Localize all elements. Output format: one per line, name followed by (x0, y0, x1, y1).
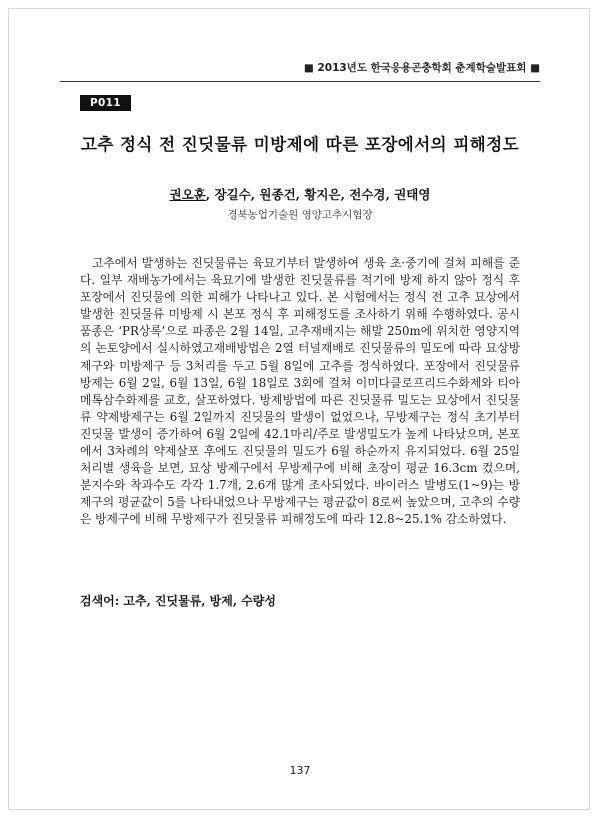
author-list (40, 185, 560, 203)
conference-header: ■ 2013년도 한국응용곤충학회 춘계학술발표회 ■ (60, 60, 540, 82)
presenting-author: 권오훈 (169, 187, 206, 202)
abstract-body: 고추에서 발생하는 진딧물류는 육묘기부터 발생하여 생육 초·중기에 걸쳐 피해를 준다. 일부 재배농가에서는 육묘기에 발생한 진딧물류를 적기에 방제 하지 않아 정식 후 포장에서 진딧물에 의한 피해가 나타나고 있다. 본 시험에서는 정식 전 고추 묘상에서 발생한 진딧물류 미방제 시 본포 정식 후 피해정도를 조사하기 위해 수행하였다. 공시품종은 ‘PR상록’으로 파종은 2월 14일, 고추재배지는 해발 250m에 위치한 영양지역의 논토양에서 실시하였고재배방법은 2열 터널재배로 진딧물류의 밀도에 따라 묘상방제구와 미방제구 등 3처리를 두고 5월 8일에 고추를 정식하였다. 포장에서 진딧물류 방제는 6월 2일, 6월 13일, 6월 18일로 3회에 걸쳐 이미다클로프리드수화제와 티아메톡삼수화제를 교호, 살포하였다. 방제방법에 따른 진딧물류 밀도는 묘상에서 진딧물류 약제방제구는 6월 2일까지 진딧물의 발생이 없었으나, 무방제구는 정식 초기부터 진딧물 발생이 증가하여 6월 2일에 42.1마리/주로 발생밀도가 높게 나타났으며, 본포에서 3차례의 약제살포 후에도 진딧물의 밀도가 6월 하순까지 유지되었다. 6월 25일 처리별 생육을 보면, 묘상 방제구에서 무방제구에 비해 초장이 평균 16.3cm 컸으며, 분지수와 착과수도 각각 1.7개, 2.6개 많게 조사되었다. 바이러스 발병도(1~9)는 방제구의 평균값이 5를 나타내었으나 무방제구는 평균값이 8로써 높았으며, 고추의 수량은 방제구에 비해 무방제구가 진딧물류 피해정도에 따라 12.8~25.1% 감소하였다. (80, 256, 520, 527)
co-authors: , 장길수, 원종건, 황지은, 전수경, 권태영 (205, 187, 431, 202)
affiliation: 경북농업기술원 영양고추시험장 (227, 209, 373, 221)
page-number: 137 (289, 764, 311, 777)
poster-code-badge: P011 (80, 95, 131, 111)
keywords: 검색어: 고추, 진딧물류, 방제, 수량성 (80, 594, 276, 608)
paper-title: 고추 정식 전 진딧물류 미방제에 따른 포장에서의 피해정도 (80, 135, 520, 154)
